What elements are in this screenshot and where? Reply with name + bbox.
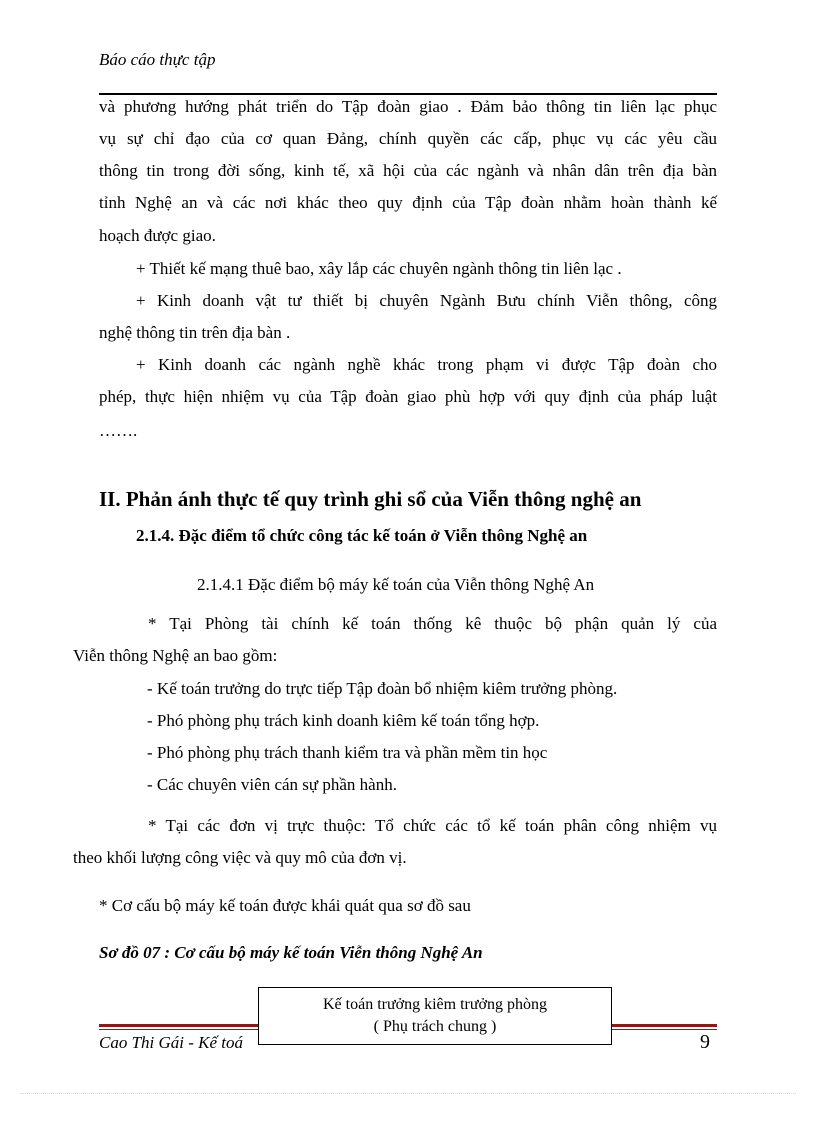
bullet-item: + Kinh doanh vật tư thiết bị chuyên Ngành Bưu chính Viễn thông, công <box>136 291 717 310</box>
subsection-title: 2.1.4. Đặc điểm tổ chức công tác kế toán ở Viễn thông Nghệ an <box>136 526 588 545</box>
list-item: - Phó phòng phụ trách thanh kiểm tra và phần mềm tin học <box>147 743 548 762</box>
diagram-title: Sơ đồ 07 : Cơ cấu bộ máy kế toán Viễn thông Nghệ An <box>99 943 483 962</box>
box-line-duty: ( Phụ trách chung ) <box>373 1018 497 1035</box>
box-line-role: Kế toán trưởng kiêm trưởng phòng <box>322 996 547 1013</box>
paragraph-line: và phương hướng phát triển do Tập đoàn giao . Đảm bảo thông tin liên lạc phục <box>99 97 717 116</box>
bullet-item: + Thiết kế mạng thuê bao, xây lắp các chuyên ngành thông tin liên lạc . <box>136 259 622 278</box>
structure-note: * Cơ cấu bộ máy kế toán được khái quát qua sơ đồ sau <box>99 896 471 915</box>
page-number: 9 <box>700 1031 710 1053</box>
bullet-item: + Kinh doanh các ngành nghề khác trong phạm vi được Tập đoàn cho <box>136 355 717 374</box>
chief-accountant-box <box>258 987 612 1045</box>
paragraph-line: * Tại Phòng tài chính kế toán thống kê thuộc bộ phận quản lý của <box>148 614 717 633</box>
list-item: - Phó phòng phụ trách kinh doanh kiêm kế toán tổng hợp. <box>147 711 540 730</box>
subsubsection-title: 2.1.4.1 Đặc điểm bộ máy kế toán của Viễn thông Nghệ An <box>197 575 595 594</box>
list-item: - Các chuyên viên cán sự phần hành. <box>147 775 397 794</box>
paragraph-line: hoạch được giao. <box>99 226 216 245</box>
paragraph-line: nghệ thông tin trên địa bàn . <box>99 323 291 342</box>
paragraph-line: theo khối lượng công việc và quy mô của đơn vị. <box>73 848 407 867</box>
section-title: II. Phản ánh thực tế quy trình ghi sổ của Viễn thông nghệ an <box>99 487 642 511</box>
footer-author: Cao Thi Gái - Kế toá <box>99 1033 244 1052</box>
paragraph-line: * Tại các đơn vị trực thuộc: Tổ chức các tổ kế toán phân công nhiệm vụ <box>148 816 717 835</box>
paragraph-line: phép, thực hiện nhiệm vụ của Tập đoàn giao phù hợp với quy định của pháp luật <box>99 387 717 406</box>
paragraph-line: vụ sự chỉ đạo của cơ quan Đảng, chính quyền các cấp, phục vụ các yêu cầu <box>99 129 717 148</box>
header-divider <box>99 93 717 95</box>
paragraph-line: Viễn thông Nghệ an bao gồm: <box>73 646 278 665</box>
paragraph-line: thông tin trong đời sống, kinh tế, xã hội của các ngành và nhân dân trên địa bàn <box>99 161 717 180</box>
header-title: Báo cáo thực tập <box>99 50 216 69</box>
ellipsis-line: ……. <box>99 421 138 440</box>
list-item: - Kế toán trưởng do trực tiếp Tập đoàn bổ nhiệm kiêm trưởng phòng. <box>147 679 618 698</box>
page-bottom-divider <box>20 1093 796 1094</box>
paragraph-line: tỉnh Nghệ an và các nơi khác theo quy định của Tập đoàn nhằm hoàn thành kế <box>99 193 717 212</box>
